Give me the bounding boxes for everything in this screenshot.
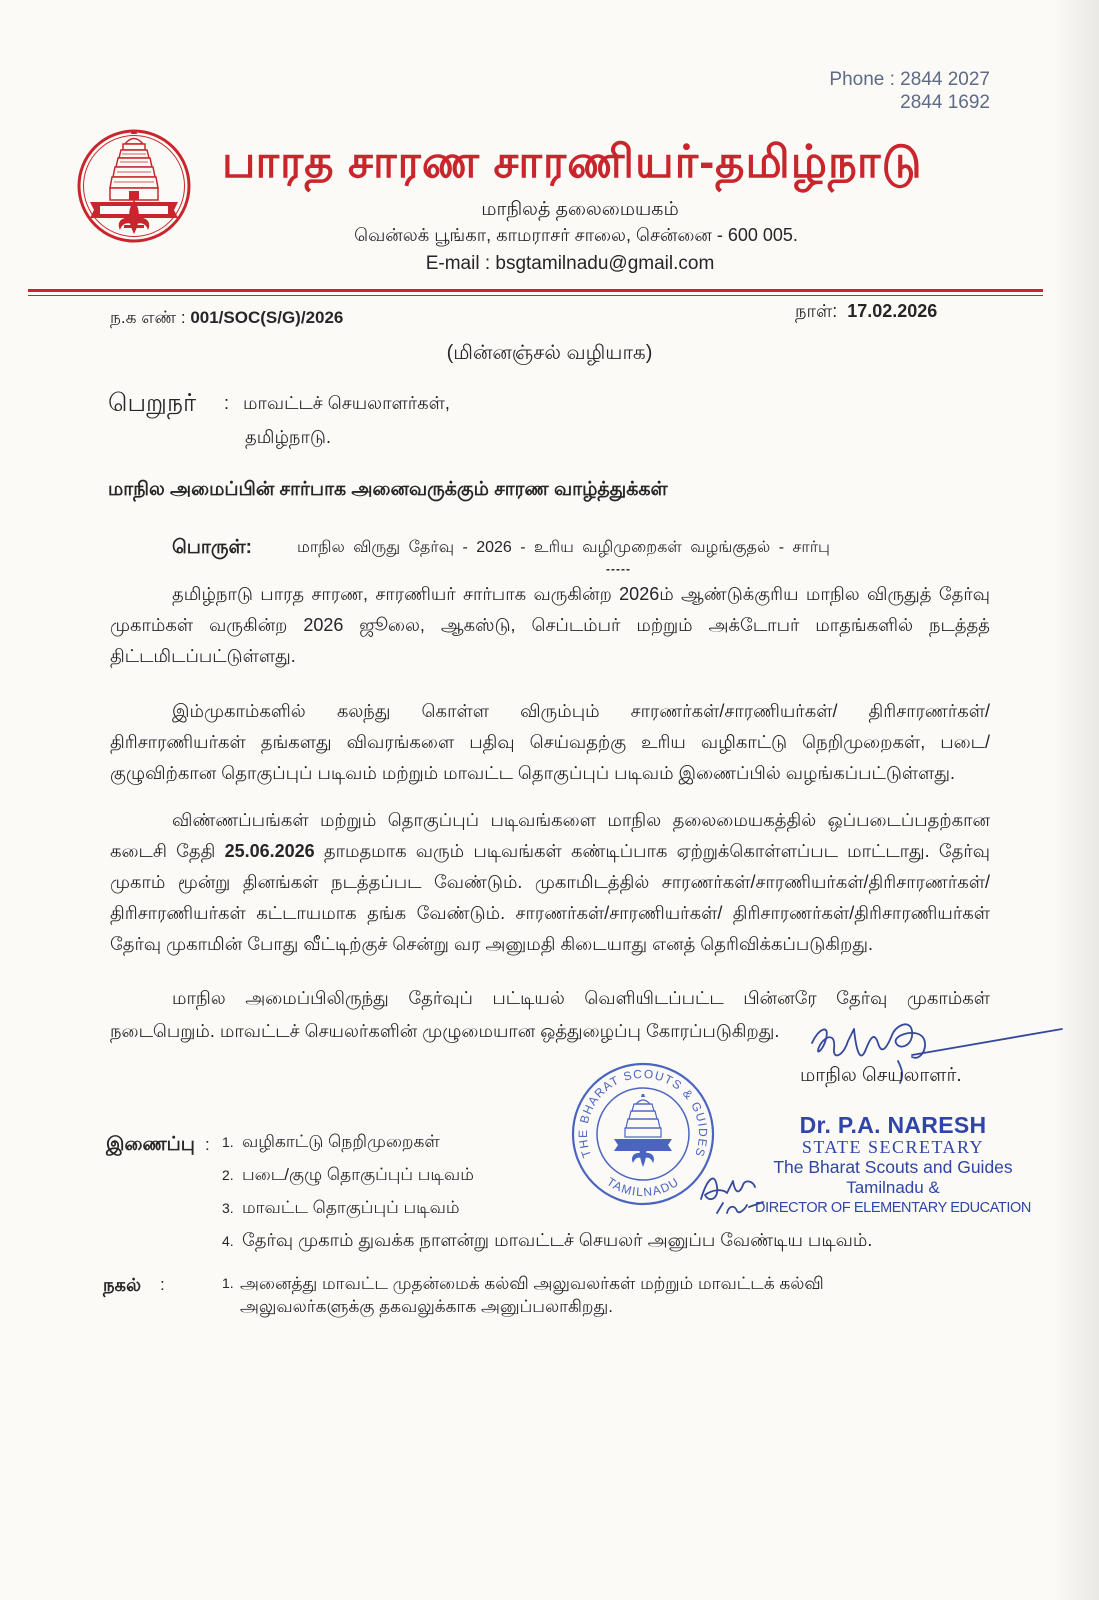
enclosures-list — [222, 1125, 872, 1257]
subject-underline — [0, 563, 1099, 575]
stamp-title: STATE SECRETARY — [801, 1137, 985, 1157]
enclosure-text: மாவட்ட தொகுப்புப் படிவம் — [242, 1198, 460, 1217]
signatory-designation: மாநில செயலாளர். — [800, 1065, 962, 1086]
deadline-date: 25.06.2026 — [224, 841, 315, 861]
stamp-state: Tamilnadu & — [846, 1178, 940, 1197]
paragraph-2: இம்முகாம்களில் கலந்து கொள்ள விரும்பும் சாரணர்கள்/சாரணியர்கள்/ திரிசாரணர்கள்/திரிசாரணியர்கள் தங்களது விவரங்களை பதிவு செய்வதற்கு உரிய வழிகாட்டு நெறிமுறைகள், படை/குழுவிற்கான தொகுப்புப் படிவம் மற்றும் மாவட்ட தொகுப்புப் படிவம் இணைப்பில் வழங்கப்பட்டுள்ளது. — [110, 701, 990, 783]
stamp-additional-role: DIRECTOR OF ELEMENTARY EDUCATION — [755, 1200, 1031, 1216]
reference-row — [0, 300, 1099, 336]
enclosure-text: தேர்வு முகாம் துவக்க நாளன்று மாவட்டச் செயலர் அனுப்ப வேண்டிய படிவம். — [242, 1230, 873, 1250]
enclosure-text: வழிகாட்டு நெறிமுறைகள் — [242, 1132, 440, 1151]
seal-top-textpath: THE BHARAT SCOUTS & GUIDES — [575, 1066, 711, 1160]
enclosure-number: 3. — [222, 1200, 234, 1216]
enclosure-number: 1. — [222, 1134, 234, 1150]
greeting: மாநில அமைப்பின் சார்பாக அனைவருக்கும் சாரண வாழ்த்துக்கள் — [108, 479, 668, 500]
subject-row — [0, 533, 1099, 563]
paragraph-4: மாநில அமைப்பிலிருந்து தேர்வுப் பட்டியல் வெளியிடப்பட்ட பின்னரே தேர்வு முகாம்கள் நடைபெறும். மாவட்டச் செயலர்களின் முழுமையான ஒத்துழைப்பு கோரப்படுகிறது. — [110, 988, 990, 1041]
list-item — [222, 1158, 872, 1191]
recipient-line-1: மாவட்டச் செயலாளர்கள், — [243, 393, 450, 413]
enclosure-number: 4. — [222, 1233, 234, 1249]
reference-number — [110, 300, 343, 336]
subject-label: பொருள்: — [172, 537, 252, 558]
stamp-name: Dr. P.A. NARESH — [799, 1112, 987, 1138]
paragraph-3-part-1: விண்ணப்பங்கள் மற்றும் தொகுப்புப் படிவங்களை மாநில தலைமையகத்தில் ஒப்படைப்பதற்கான கடைசி தேதி — [110, 810, 990, 861]
list-item — [222, 1224, 872, 1257]
phone-numbers — [829, 68, 990, 114]
list-item — [222, 1191, 872, 1224]
reference-label: ந.க எண் : — [110, 308, 186, 327]
paragraph-3 — [110, 805, 990, 960]
subject-text: மாநில விருது தேர்வு - 2026 - உரிய வழிமுறைகள் வழங்குதல் - சார்பு — [297, 539, 830, 556]
header-rule-thick — [28, 289, 1043, 292]
headquarters-label: மாநிலத் தலைமையகம் — [481, 199, 679, 220]
copy-to-text: அனைத்து மாவட்ட முதன்மைக் கல்வி அலுவலர்கள் மற்றும் மாவட்டக் கல்வி அலுவலர்களுக்கு தகவலுக்காக அனுப்பலாகிறது. — [240, 1274, 824, 1316]
copy-to-number: 1. — [222, 1275, 234, 1291]
paragraph-1: தமிழ்நாடு பாரத சாரண, சாரணியர் சார்பாக வருகின்ற 2026ம் ஆண்டுக்குரிய மாநில விருதுத் தேர்வு முகாம்கள் வருகின்ற 2026 ஜூலை, ஆகஸ்டு, செப்டம்பர் மற்றும் அக்டோபர் மாதங்களில் நடத்தத் திட்டமிடப்பட்டுள்ளது. — [110, 584, 990, 666]
letter-body — [0, 300, 1099, 1325]
phone-line-2: 2844 1692 — [900, 92, 990, 113]
closing-block — [0, 1055, 1099, 1325]
letter-date — [795, 293, 937, 329]
enclosures-separator: : — [205, 1135, 210, 1154]
organisation-name: பாரத சாரண சாரணியர்-தமிழ்நாடு — [222, 136, 923, 187]
copy-to-separator: : — [160, 1275, 165, 1294]
recipient-label: பெறுநர் — [108, 389, 197, 417]
bsg-emblem-icon — [76, 126, 192, 246]
date-value: 17.02.2026 — [847, 301, 938, 321]
postal-address: வென்லக் பூங்கா, காமராசர் சாலை, சென்னை - 600 005. — [354, 225, 798, 245]
reference-value: 001/SOC(S/G)/2026 — [190, 308, 344, 327]
recipient-row-2 — [0, 421, 1099, 453]
seal-bottom-textpath: TAMILNADU — [604, 1174, 682, 1200]
paragraph-3-part-2: தாமதமாக வரும் படிவங்கள் கண்டிப்பாக ஏற்றுக்கொள்ளப்பட மாட்டாது. தேர்வு முகாம் மூன்று தினங்கள் நடத்தப்பட வேண்டும். முகாமிடத்தில் சாரணர்கள்/சாரணியர்கள்/திரிசாரணர்கள்/ திரிசாரணியர்கள் கட்டாயமாக தங்க வேண்டும். சாரணர்கள்/சாரணியர்கள்/ திரிசாரணர்கள்/திரிசாரணியர்கள் தேர்வு முகாமின் போது வீட்டிற்குச் சென்று வர அனுமதி கிடையாது எனத் தெரிவிக்கப்படுகிறது. — [110, 841, 990, 954]
list-item — [222, 1125, 872, 1158]
subject-underline-dashes: ----- — [606, 562, 631, 576]
recipient-line-2: தமிழ்நாடு. — [245, 427, 331, 447]
bsg-emblem-svg — [76, 126, 192, 246]
enclosure-text: படை/குழு தொகுப்புப் படிவம் — [242, 1165, 474, 1184]
recipient-separator: : — [224, 393, 230, 413]
enclosures-label: இணைப்பு — [106, 1134, 195, 1155]
enclosure-number: 2. — [222, 1167, 234, 1183]
recipient-row — [0, 385, 1099, 421]
email-address: E-mail : bsgtamilnadu@gmail.com — [425, 253, 715, 274]
stamp-organisation: The Bharat Scouts and Guides — [773, 1157, 1013, 1177]
date-label: நாள்: — [795, 301, 838, 321]
phone-line-1: Phone : 2844 2027 — [829, 69, 990, 90]
copy-to-label: நகல் — [103, 1275, 142, 1295]
delivery-mode: (மின்னஞ்சல் வழியாக) — [446, 342, 653, 364]
